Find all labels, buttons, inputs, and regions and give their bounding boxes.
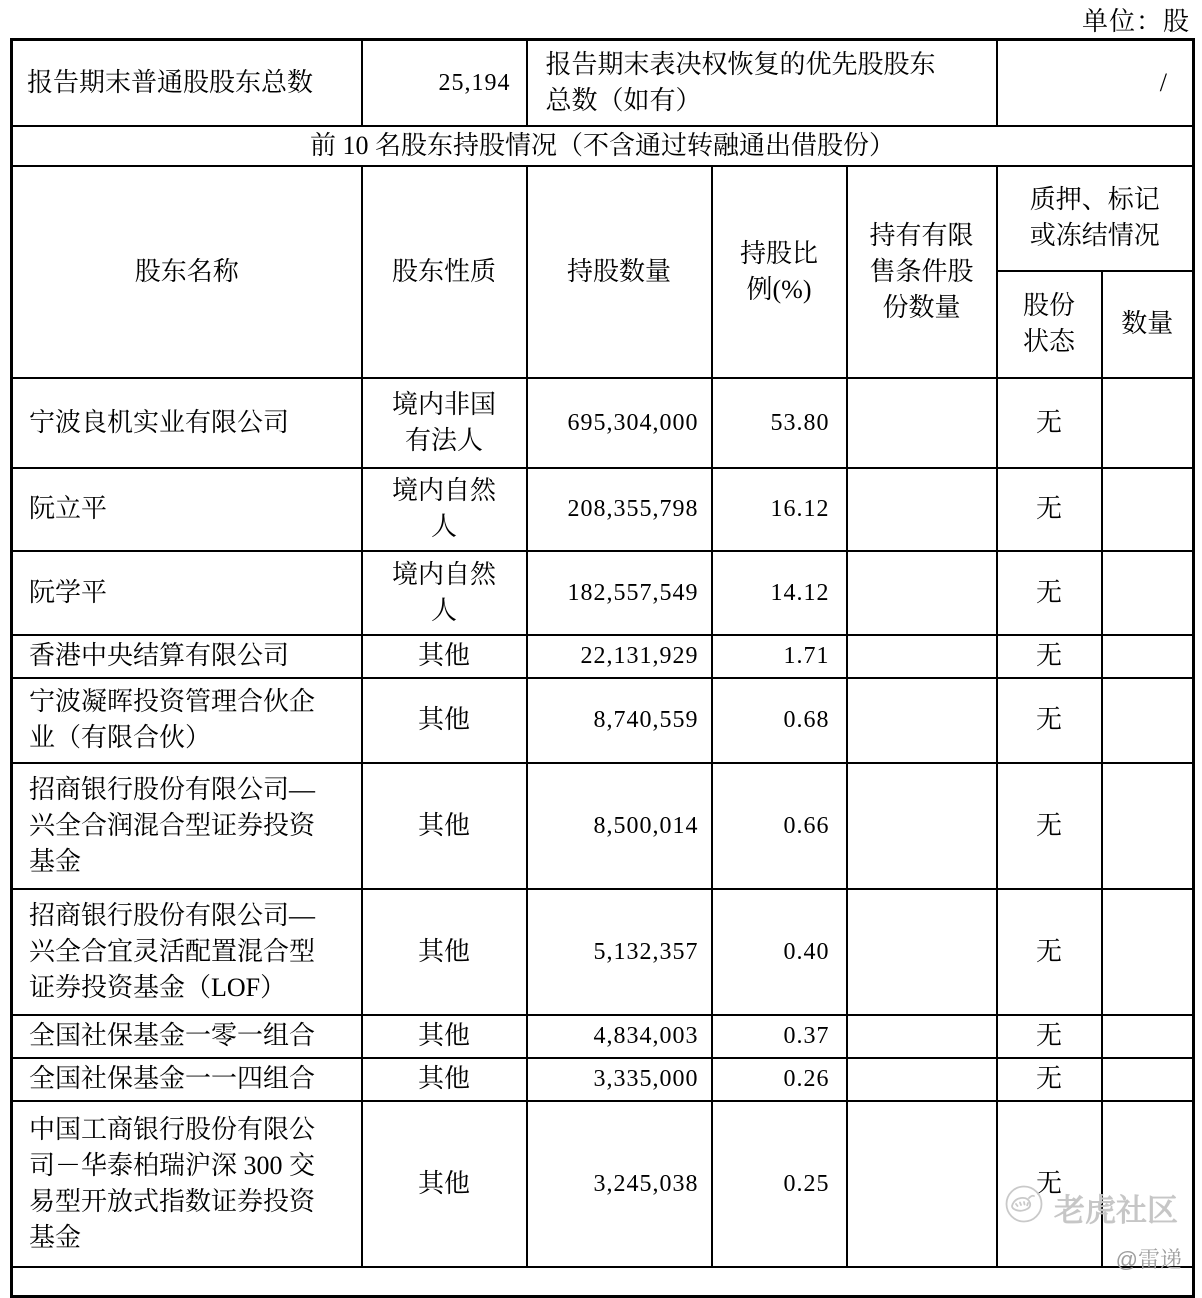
table-header-row	[12, 166, 1194, 271]
shareholder-nature-cell: 境内自然人	[362, 551, 527, 635]
shareholding-ratio-cell: 14.12	[712, 551, 847, 635]
ordinary-holders-value: 25,194	[362, 40, 527, 126]
shareholder-nature-cell: 其他	[362, 1058, 527, 1101]
restricted-shares-cell	[847, 1058, 997, 1101]
partial-bottom-row	[12, 1267, 1194, 1297]
header-pledge-status: 股份状态	[997, 271, 1102, 378]
pledge-qty-cell	[1102, 1015, 1194, 1058]
pledge-status-cell: 无	[997, 763, 1102, 889]
shareholding-ratio-cell: 0.40	[712, 889, 847, 1015]
shareholding-ratio-cell: 0.25	[712, 1101, 847, 1267]
shares-held-cell: 695,304,000	[527, 378, 712, 468]
table-row	[12, 1015, 1194, 1058]
shareholding-ratio-cell: 0.66	[712, 763, 847, 889]
shares-held-cell: 182,557,549	[527, 551, 712, 635]
pledge-status-cell: 无	[997, 551, 1102, 635]
shareholding-ratio-cell: 16.12	[712, 468, 847, 551]
header-shareholder-name: 股东名称	[12, 166, 362, 378]
header-shares-held: 持股数量	[527, 166, 712, 378]
shareholding-ratio-cell: 1.71	[712, 635, 847, 678]
preferred-holders-label: 报告期末表决权恢复的优先股股东总数（如有）	[527, 40, 997, 126]
header-shareholder-nature: 股东性质	[362, 166, 527, 378]
watermark-community-text: 老虎社区	[1054, 1193, 1178, 1228]
ordinary-holders-label: 报告期末普通股股东总数	[12, 40, 362, 126]
pledge-status-cell: 无	[997, 468, 1102, 551]
shares-held-cell: 3,335,000	[527, 1058, 712, 1101]
pledge-status-cell: 无	[997, 678, 1102, 763]
table-row	[12, 551, 1194, 635]
restricted-shares-cell	[847, 551, 997, 635]
restricted-shares-cell	[847, 635, 997, 678]
header-pledge-qty: 数量	[1102, 271, 1194, 378]
section-title: 前 10 名股东持股情况（不含通过转融通出借股份）	[12, 126, 1194, 166]
shareholder-name-cell: 宁波良机实业有限公司	[12, 378, 362, 468]
shareholder-nature-cell: 其他	[362, 1015, 527, 1058]
pledge-qty-cell	[1102, 468, 1194, 551]
table-row	[12, 889, 1194, 1015]
shareholder-nature-cell: 其他	[362, 763, 527, 889]
shareholder-name-cell: 招商银行股份有限公司—兴全合润混合型证券投资基金	[12, 763, 362, 889]
pledge-qty-cell	[1102, 551, 1194, 635]
shareholder-name-cell: 阮立平	[12, 468, 362, 551]
shareholder-table	[10, 38, 1195, 1298]
shareholder-name-cell: 宁波凝晖投资管理合伙企业（有限合伙）	[12, 678, 362, 763]
shareholder-name-cell: 全国社保基金一一四组合	[12, 1058, 362, 1101]
restricted-shares-cell	[847, 468, 997, 551]
table-row	[12, 1058, 1194, 1101]
shareholder-name-cell: 香港中央结算有限公司	[12, 635, 362, 678]
restricted-shares-cell	[847, 678, 997, 763]
shareholder-name-cell: 招商银行股份有限公司—兴全合宜灵活配置混合型证券投资基金（LOF）	[12, 889, 362, 1015]
table-row	[12, 468, 1194, 551]
shares-held-cell: 8,500,014	[527, 763, 712, 889]
summary-row	[12, 40, 1194, 126]
restricted-shares-cell	[847, 763, 997, 889]
pledge-status-cell: 无	[997, 1015, 1102, 1058]
shareholding-ratio-cell: 0.26	[712, 1058, 847, 1101]
shareholding-ratio-cell: 0.37	[712, 1015, 847, 1058]
shareholder-name-cell: 中国工商银行股份有限公司－华泰柏瑞沪深 300 交易型开放式指数证券投资基金	[12, 1101, 362, 1267]
shares-held-cell: 8,740,559	[527, 678, 712, 763]
header-restricted-shares: 持有有限售条件股份数量	[847, 166, 997, 378]
pledge-qty-cell	[1102, 1101, 1194, 1267]
table-row	[12, 378, 1194, 468]
shareholding-ratio-cell: 53.80	[712, 378, 847, 468]
shareholder-nature-cell: 其他	[362, 1101, 527, 1267]
shareholder-name-cell: 全国社保基金一零一组合	[12, 1015, 362, 1058]
shares-held-cell: 22,131,929	[527, 635, 712, 678]
shareholder-nature-cell: 境内自然人	[362, 468, 527, 551]
shareholder-table-body	[12, 378, 1194, 1267]
shareholder-nature-cell: 其他	[362, 635, 527, 678]
restricted-shares-cell	[847, 1101, 997, 1267]
shares-held-cell: 208,355,798	[527, 468, 712, 551]
pledge-qty-cell	[1102, 763, 1194, 889]
pledge-status-cell: 无	[997, 1101, 1102, 1267]
partial-bottom-cell	[12, 1267, 1194, 1297]
table-row	[12, 763, 1194, 889]
pledge-qty-cell	[1102, 635, 1194, 678]
shareholder-nature-cell: 境内非国有法人	[362, 378, 527, 468]
pledge-status-cell: 无	[997, 635, 1102, 678]
pledge-qty-cell	[1102, 678, 1194, 763]
shares-held-cell: 4,834,003	[527, 1015, 712, 1058]
preferred-holders-value: /	[997, 40, 1194, 126]
header-shareholding-ratio: 持股比例(%)	[712, 166, 847, 378]
unit-label: 单位：股	[1081, 7, 1190, 36]
table-row	[12, 678, 1194, 763]
shareholder-nature-cell: 其他	[362, 678, 527, 763]
shares-held-cell: 5,132,357	[527, 889, 712, 1015]
table-row	[12, 1101, 1194, 1267]
shareholder-name-cell: 阮学平	[12, 551, 362, 635]
pledge-qty-cell	[1102, 1058, 1194, 1101]
restricted-shares-cell	[847, 1015, 997, 1058]
restricted-shares-cell	[847, 378, 997, 468]
pledge-qty-cell	[1102, 889, 1194, 1015]
header-pledge-group: 质押、标记或冻结情况	[997, 166, 1194, 271]
shares-held-cell: 3,245,038	[527, 1101, 712, 1267]
pledge-qty-cell	[1102, 378, 1194, 468]
table-row	[12, 635, 1194, 678]
watermark-author-text: @雷递	[1115, 1247, 1182, 1272]
pledge-status-cell: 无	[997, 378, 1102, 468]
pledge-status-cell: 无	[997, 1058, 1102, 1101]
section-title-row	[12, 126, 1194, 166]
pledge-status-cell: 无	[997, 889, 1102, 1015]
shareholder-nature-cell: 其他	[362, 889, 527, 1015]
restricted-shares-cell	[847, 889, 997, 1015]
shareholding-ratio-cell: 0.68	[712, 678, 847, 763]
